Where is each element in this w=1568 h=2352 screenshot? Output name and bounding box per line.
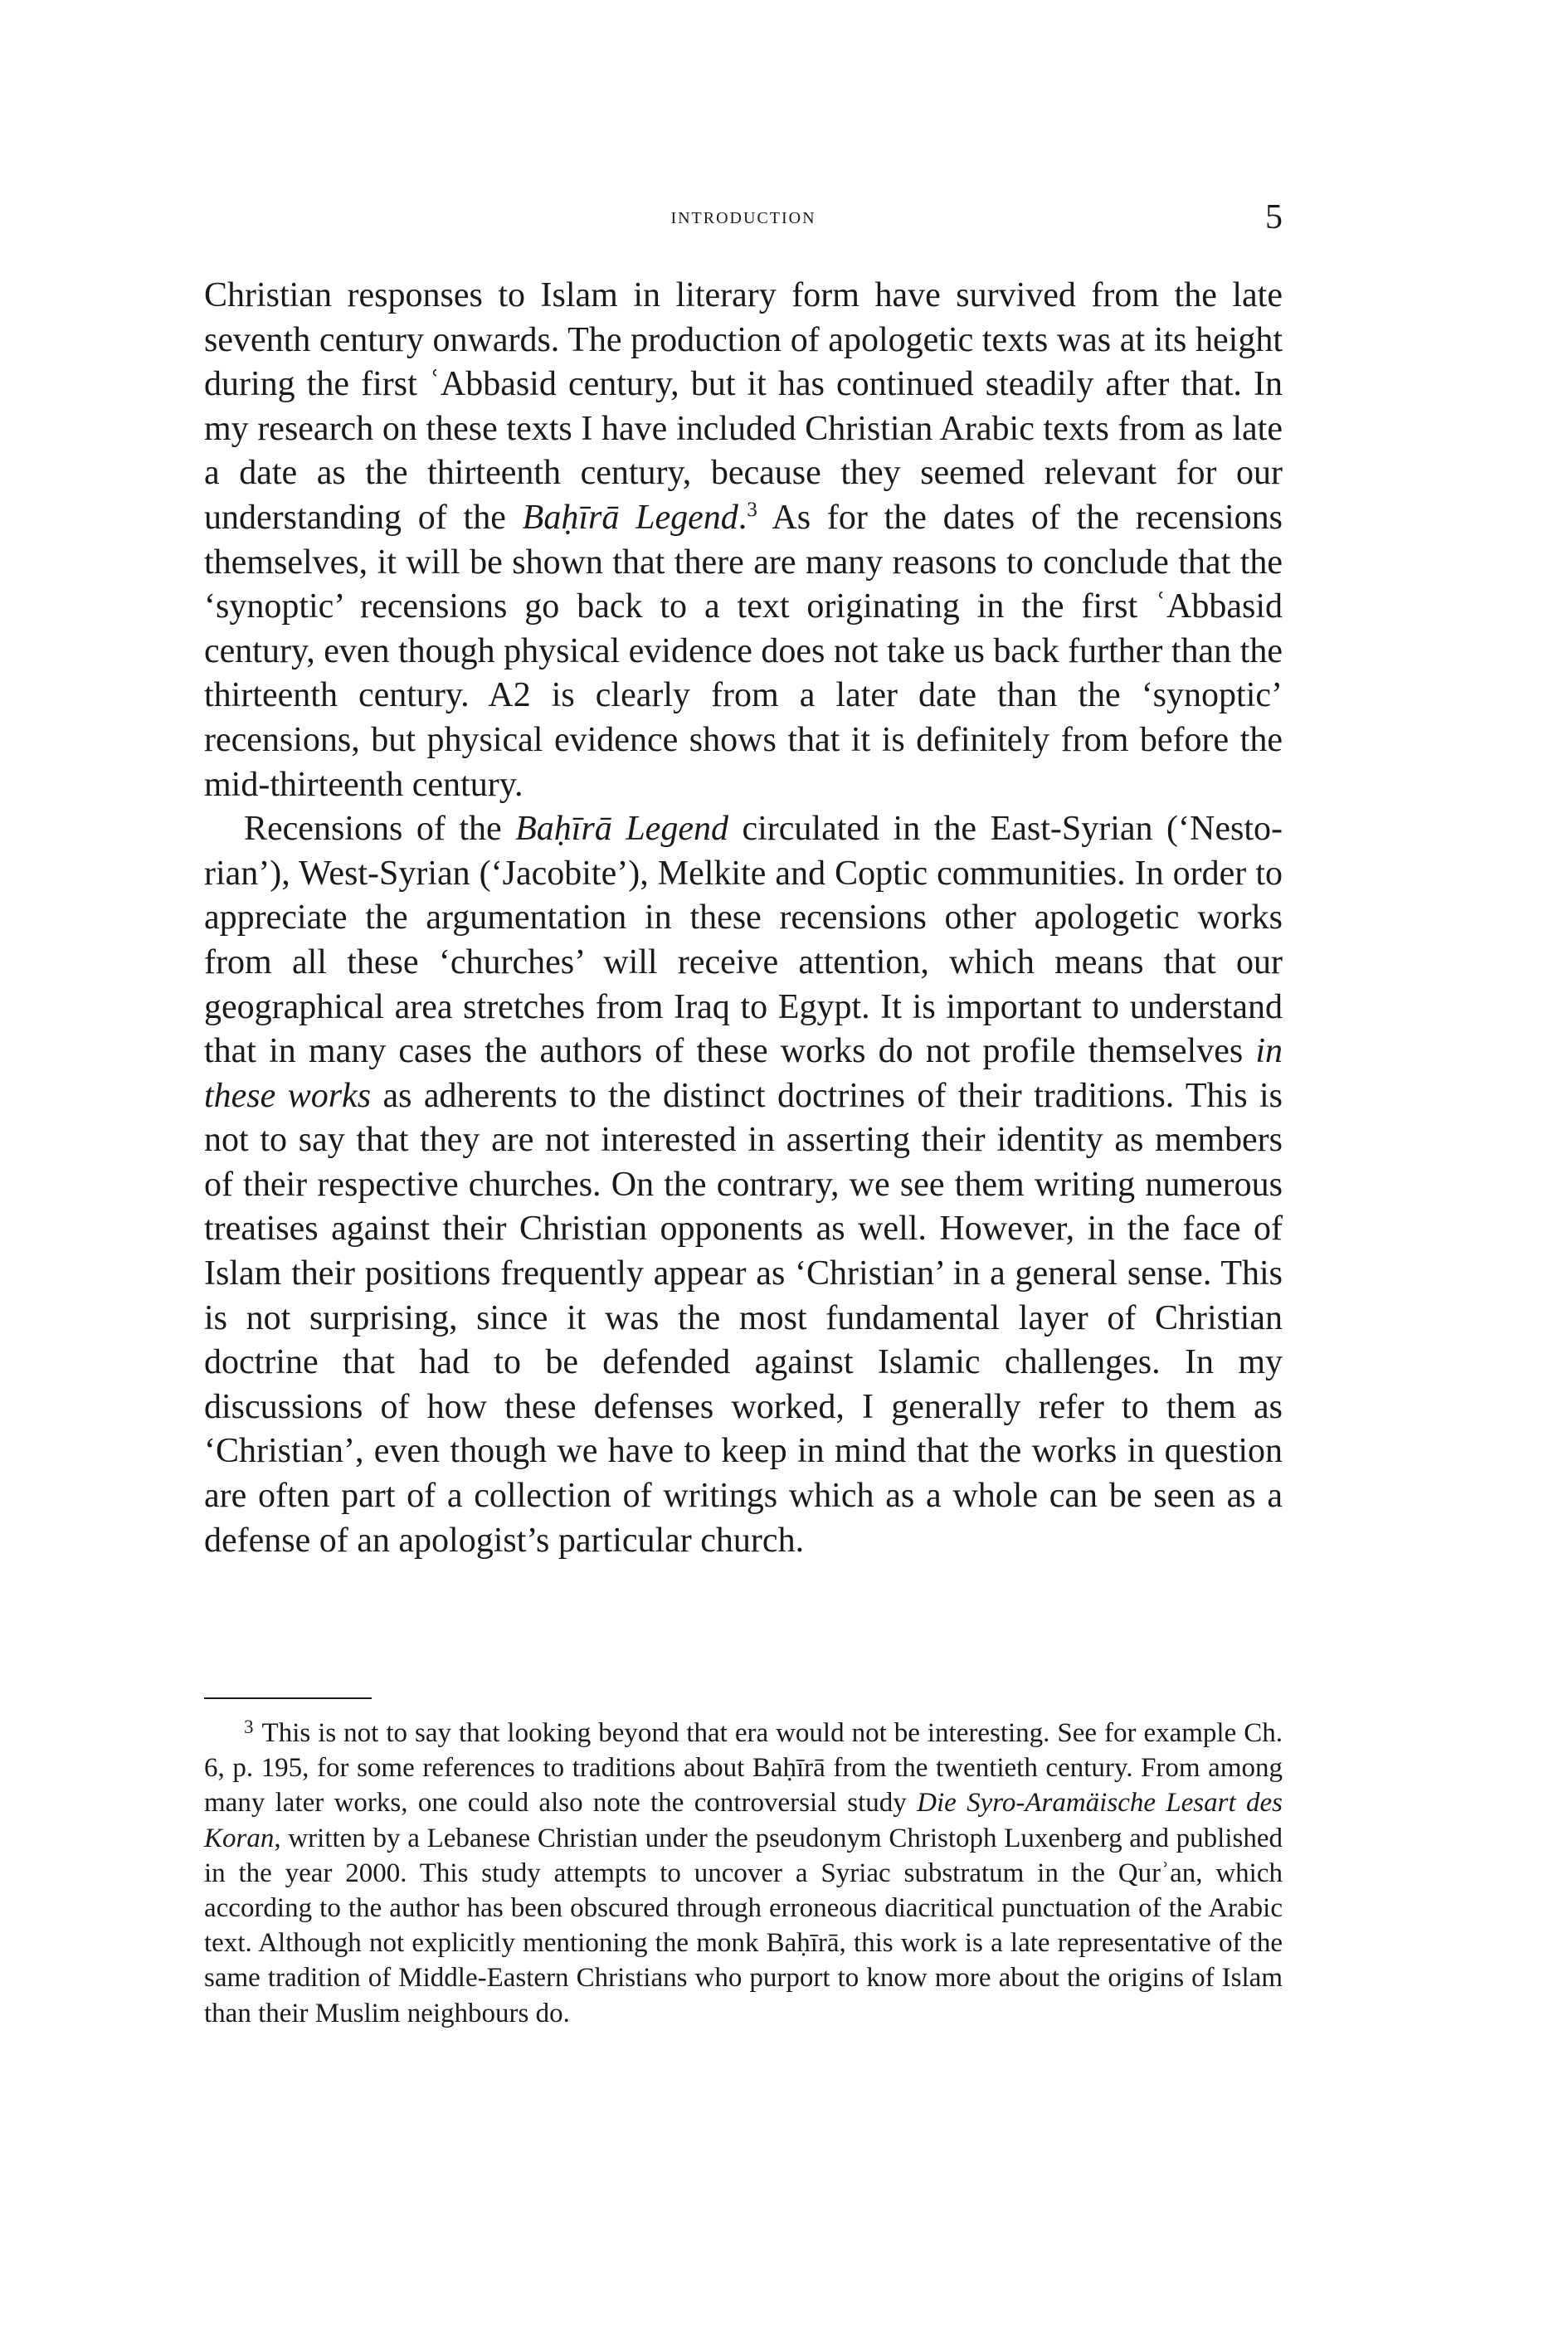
paragraph-2-emphasis: in these works: [204, 1032, 1283, 1115]
running-title: introduction: [670, 202, 816, 229]
paragraph-1: [204, 274, 1283, 807]
footnote-book-title: Die Syro-Aramäische Lesart des Koran: [204, 1788, 1283, 1853]
footnote-reference: 3: [747, 498, 757, 521]
footnote-marker: 3: [244, 1715, 254, 1737]
page-number: 5: [1265, 198, 1283, 236]
paragraph-2: [204, 807, 1283, 1563]
paragraph-2-legend-title: Baḥīrā Legend: [515, 810, 728, 849]
footnote-text-a: This is not to say that looking beyond that era would not be interesting. See for example Ch. 6, p. 195, for some references to traditions about Baḥīrā from the twentieth century. From among many later works, one could also note the controversial study: [204, 1718, 1283, 1819]
paragraph-1-text-a: Christian responses to Islam in literary form have survived from the late seventh century onwards. The production of apologetic texts was at its height during the first ʿAbbasid century, but it has continued steadily after that. In my research on these texts I have included Christian Arabic texts from as late a date as the thirteenth century, because they seemed relevant for our understanding of the: [204, 276, 1283, 537]
footnote-separator: [204, 1697, 372, 1699]
paragraph-1-text-b: As for the dates of the recensions themselves, it will be shown that there are many reasons to conclude that the ‘synoptic’ recensions go back to a text originating in the first ʿAbbasid century, even though physical evidence does not take us back further than the thirteenth century. A2 is clearly from a later date than the ‘synoptic’ recensions, but physical evidence shows that it is definitely from before the mid-thirteenth century.: [204, 498, 1283, 804]
paragraph-2-text-c: as adherents to the distinct doctrines of their traditions. This is not to say that they are not interested in asserting their identity as members of their respective churches. On the contrary, we see them writing numerous treatises against their Christian opponents as well. However, in the face of Islam their positions frequently appear as ‘Christian’ in a general sense. This is not surprising, since it was the most fundamental layer of Christian doctrine that had to be defended against Islamic challenges. In my discussions of how these defenses worked, I generally refer to them as ‘Christian’, even though we have to keep in mind that the works in question are often part of a collection of writings which as a whole can be seen as a defense of an apologist’s particular church.: [204, 1076, 1283, 1560]
running-head: [204, 197, 1283, 247]
footnote-text-b: , written by a Lebanese Christian under the pseudonym Christoph Luxenberg and published in the year 2000. This study attempts to uncover a Syriac substratum in the Qurʾan, which according to the author has been obscured through erroneous diacritical punctuation of the Arabic text. Although not explicitly mentioning the monk Baḥīrā, this work is a late representative of the same tradition of Middle-Eastern Christians who purport to know more about the origins of Islam than their Muslim neighbours do.: [204, 1823, 1283, 2028]
paragraph-2-text-a: Recensions of the: [244, 810, 516, 849]
body-text: [204, 274, 1283, 1563]
paragraph-1-legend-title: Baḥīrā Legend: [522, 498, 738, 537]
paragraph-1-period: .: [738, 498, 747, 537]
paragraph-2-text-b: circulated in the East-Syrian (‘Nestorian’), West-Syrian (‘Jacobite’), Melkite and Coptic communities. In order to appreciate the argumentation in these recensions other apologetic works from all these ‘churches’ will receive attention, which means that our geographical area stretches from Iraq to Egypt. It is important to understand that in many cases the authors of these works do not profile themselves: [204, 810, 1283, 1071]
footnote: [204, 1716, 1283, 2031]
